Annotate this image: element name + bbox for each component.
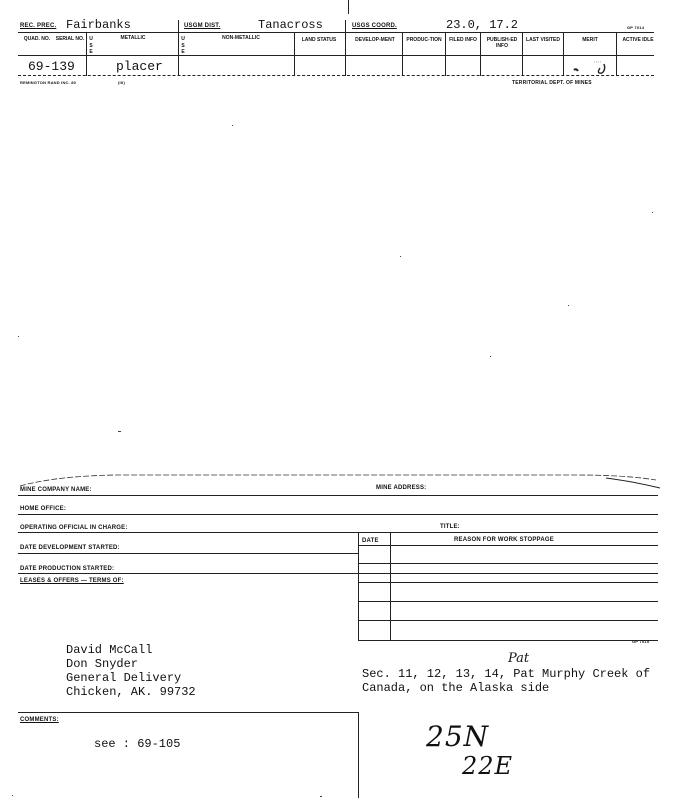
stoppage-grid-divider [358,532,359,640]
department-label: TERRITORIAL DEPT. OF MINES [512,80,592,86]
use-left-header: U S E [89,36,93,55]
scan-speck [118,431,121,432]
printer-code: (III) [118,80,125,85]
serial-value: 69-139 [28,59,75,74]
form-number-bottom: GP 7015 [632,639,650,644]
scan-speck [568,305,569,306]
scan-speck [652,212,653,213]
scan-mark [348,0,349,14]
home-office-label: HOME OFFICE: [20,506,67,512]
contact-line: General Delivery [66,671,182,685]
serial-no-header: SERIAL NO. [55,36,85,42]
card-top-curve [16,470,661,490]
top-card-divider [563,33,564,76]
bottom-card-line [358,545,658,546]
comments-line [18,712,358,713]
top-card-divider [345,20,346,76]
usgm-dist-label: USGM DIST. [184,23,221,29]
stoppage-grid-line [358,640,658,641]
top-card-line-1 [18,32,654,33]
mine-address-label: MINE ADDRESS: [376,485,427,491]
contact-line: Don Snyder [66,657,139,671]
printer-label: REMINGTON RAND INC. 80 [20,80,77,85]
leases-offers-label: LEASES & OFFERS — TERMS OF: [20,578,124,584]
quad-no-header: QUAD. NO. [23,36,51,42]
contacts-block [66,643,196,699]
top-card-divider [86,33,87,76]
scan-speck [490,356,491,357]
stoppage-grid-line [358,620,658,621]
bottom-card-line [18,495,658,496]
title-label: TITLE: [440,524,460,530]
metallic-value: placer [116,59,163,74]
handwritten-correction: Pat [508,651,530,666]
active-idle-header: ACTIVE IDLE [622,37,654,43]
land-status-header: LAND STATUS [301,37,337,43]
top-card-divider [522,33,523,76]
scan-speck [320,796,322,797]
production-header: PRODUC-TION [406,37,442,43]
non-metallic-header: NON-METALLIC [222,35,260,41]
filed-info-header: FILED INFO [449,37,477,43]
merit-marks [566,56,616,76]
form-number-top: GP 7014 [627,25,645,30]
bottom-card-line [18,573,658,574]
usgs-coord-label: USGS COORD. [352,23,397,29]
top-card-divider [294,33,295,76]
rec-prec-label: REC. PREC. [20,23,57,29]
top-card-divider [178,20,179,76]
location-line: Canada, on the Alaska side [362,681,550,695]
usgm-dist-value: Tanacross [258,18,323,32]
stoppage-grid-divider [390,532,391,640]
top-card-divider [445,33,446,76]
contact-line: David McCall [66,643,153,657]
date-column-label: DATE [362,538,379,544]
stoppage-grid-line [358,601,658,602]
stoppage-grid-line [358,582,658,583]
published-info-header: PUBLISH-ED INFO [486,37,518,49]
handwritten-township: 25N [426,720,490,753]
location-line: Sec. 11, 12, 13, 14, Pat Murphy Creek of [362,667,651,681]
scan-speck [18,336,19,337]
merit-header: MERIT [582,37,598,43]
contact-line: Chicken, AK. 99732 [66,685,196,699]
use-right-header: U S E [181,36,185,55]
rec-prec-value: Fairbanks [66,18,131,32]
operating-official-label: OPERATING OFFICIAL IN CHARGE: [20,525,128,531]
date-production-started-label: DATE PRODUCTION STARTED: [20,566,115,572]
usgs-coord-value: 23.0, 17.2 [446,18,519,32]
location-block [362,667,650,695]
scan-speck [232,125,233,126]
comments-value: see : 69-105 [94,737,181,751]
last-visited-header: LAST VISITED [526,37,560,43]
top-card-divider [616,33,617,76]
comments-label: COMMENTS: [20,717,59,723]
bottom-card-line [18,553,358,554]
comments-divider [358,712,359,798]
bottom-card-line [18,532,658,533]
metallic-header: METALLIC [120,35,146,41]
scan-speck [400,256,401,257]
top-card-divider [480,33,481,76]
top-card-line-3 [18,75,654,76]
stoppage-grid-line [358,563,658,564]
scan-speck [12,795,13,796]
top-card-divider [402,33,403,76]
handwritten-range: 22E [462,752,514,780]
date-development-started-label: DATE DEVELOPMENT STARTED: [20,545,120,551]
development-header: DEVELOP-MENT [355,37,395,43]
bottom-card-line [18,514,658,515]
reason-for-stoppage-label: REASON FOR WORK STOPPAGE [454,537,554,543]
mine-company-name-label: MINE COMPANY NAME: [20,487,92,493]
top-card-line-2 [18,55,654,56]
